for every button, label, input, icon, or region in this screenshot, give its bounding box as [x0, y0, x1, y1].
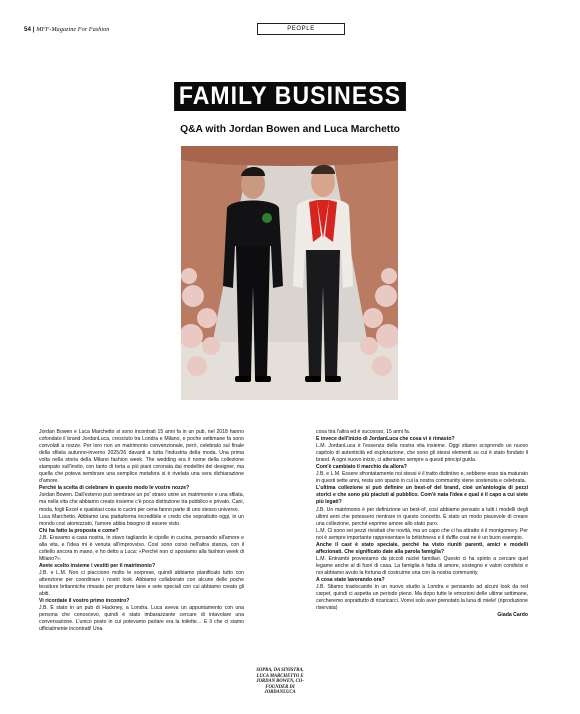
page-header [24, 26, 556, 38]
page-folio: 54 | MFF-Magazine For Fashion [24, 26, 110, 33]
body-paragraph: J.B. Stiamo traslocando in un nuovo studio a Londra e pensando ad alcuni look da red carpet, quindi ci aspetta un periodo pieno. Ma dopo tutte le emozioni delle ultime settimane, cercheremo soprattutto di ricaricarci. Vorrei solo aver prenotato la luna di miele! (riproduzione riservata) [316, 584, 529, 612]
body-paragraph: J.B. e L.M. Essere sfrontatamente noi stessi è il tratto distintivo e, sebbene esso sia maturato in questi sette anni, resta uno spazio in cui la nostra community viene sostenuta e celebrata. [316, 471, 529, 485]
body-paragraph: L.M. Ci sono sei pezzi rivisitati che novità, ma un capo che ci ha attratto è il montgomery. Per noi è sempre importante rappresentare la britishness e il duffle coat ne è un buon esempio. [316, 527, 528, 541]
photo-caption: SOPRA, DA SINISTRA, LUCA MARCHETTO E JORDAN BOWEN, CO-FOUNDER DI JORDANLUCA [256, 668, 304, 696]
interview-question: Chi ha fatto la proposta e come? [39, 527, 119, 534]
article-subtitle: Q&A with Jordan Bowen and Luca Marchetto [180, 124, 400, 135]
body-paragraph: Luca Marchetto. Abbiamo una piattaforma incredibile e credo che soprattutto oggi, in un mondo così atomizzato, l'amore abbia bisogno di essere visto. [39, 513, 244, 527]
body-paragraph: Jordan Bowen e Luca Marchetto si sono incontrati 15 anni fa in un pub, nel 2018 hanno cofondato il brand JordanLuca, cresciuto tra Londra e Milano, e poche settimane fa sono convolati a nozze. Per loro non un matrimonio convenzionale, però, celebrato sul finale della sfilata autunno-inverno 2025/26 davanti a tutta l'industria della moda. Una prima volta nella storia della Milano fashion week. The wedding era il nome della collezione stampato sull'invito, con tanto di torta a più piani coronata dai modellini dei designer, ma quella che poteva sembrare una semplice metafora si è rivelata una vera dichiarazione d'amore. [39, 429, 244, 485]
couple-photo [181, 146, 398, 400]
author-signature: Giada Cardo [497, 612, 528, 619]
interview-question: E invece dell'inizio di JordanLuca che cosa vi è rimasto? [316, 436, 455, 443]
body-paragraph: J.B. Un matrimonio è per definizione un best-of, così abbiamo pensato a tutti i modelli degli ultimi anni che potessero rientrare in questo concetto. È stato un modo piacevole di creare una collezione, perché esprime amore allo stato puro. [316, 506, 528, 527]
page-number: 54 [24, 26, 32, 33]
body-paragraph: cosa tira l'altra ed è successo, 15 anni fa. [316, 429, 411, 435]
body-paragraph: J.B. È stato in un pub di Hackney, a Londra. Luca aveva un appuntamento con una persona che conoscevo, quindi è stato imbarazzante cercare di intavolare una conversazione. L'unico posto in cui potevamo parlare era la toilette… E lì che ci siamo ufficialmente incontrati! Una [39, 605, 244, 633]
interview-question: Com'è cambiato il marchio da allora? [316, 464, 407, 471]
couple-illustration [181, 146, 398, 400]
body-paragraph: Jordan Bowen. Dall'esterno può sembrare un po' strano unire un matrimonio e una sfilata, ma nella vita che abbiamo creato insieme c'è poca distinzione tra pubblico e privato. Cani, moda, fogli Excel e qualsiasi cosa io cucini per cena fanno parte di uno stesso universo. [39, 492, 244, 513]
body-paragraph: L.M. JordanLuca è l'essenza della nostra vita insieme. Oggi stiamo scoprendo un nuovo capitolo di autenticità ed esplorazione, che sono gli stessi elementi su cui è stato fondato il brand. A ogni nuovo inizio, ci atteniamo sempre a questi principi guida. [316, 443, 528, 464]
article-column-right [316, 429, 528, 619]
article-column-left [39, 429, 244, 633]
interview-question: A cosa state lavorando ora? [316, 576, 385, 583]
interview-question: Perché la scelta di celebrare in questo modo le vostre nozze? [39, 485, 190, 492]
interview-question: Vi ricordate il vostro primo incontro? [39, 598, 130, 605]
interview-question: L'ultima collezione si può definire un best-of del brand, cioè un'antologia di pezzi storici e che sono più piaciuti al pubblico. Com'è nata l'idea e qual è il capo a cui siete più legati? [316, 485, 528, 506]
article-title: FAMILY BUSINESS [174, 82, 406, 111]
curtain-valance [181, 146, 398, 166]
body-paragraph: J.B. e L.M. Non ci piacciono molto le sorprese, quindi abbiamo pianificato tutto con attenzione per coordinare i nostri look. Abbiamo collaborato con alcune delle poche tessiture britanniche rimaste per produrre lane e sete speciali con cui abbiamo creato gli abiti. [39, 569, 244, 598]
magazine-name: MFF-Magazine For Fashion [36, 26, 110, 33]
body-paragraph: J.B. Eravamo a casa nostra, in stavo tagliando le cipolle in cucina, pensando all'amore e alla vita, e l'idea mi è venuta all'improvviso. Così sono corso nell'altra stanza, con il coltello ancora in mano, e ho detto a Luca: «Perché non ci sposiamo alla fashion week di Milano?». [39, 534, 244, 562]
interview-question: Avete scelto insieme i vestiti per il matrimonio? [39, 562, 156, 569]
section-label: PEOPLE [257, 23, 345, 35]
interview-question: Anche il cast è stato speciale, perché ha visto riuniti parenti, amici e modelli affezionati. Che significato date alla parola famiglia? [316, 541, 528, 555]
body-paragraph: L.M. Entrambi proveniamo da piccoli nuclei familiari. Questo ci ha spinto a cercare quel legame anche al di fuori di casa. La famiglia è fatta di amore, sostegno e valori condivisi e noi abbiamo avuto la fortuna di costruirne una con la nostra community. [316, 555, 528, 576]
